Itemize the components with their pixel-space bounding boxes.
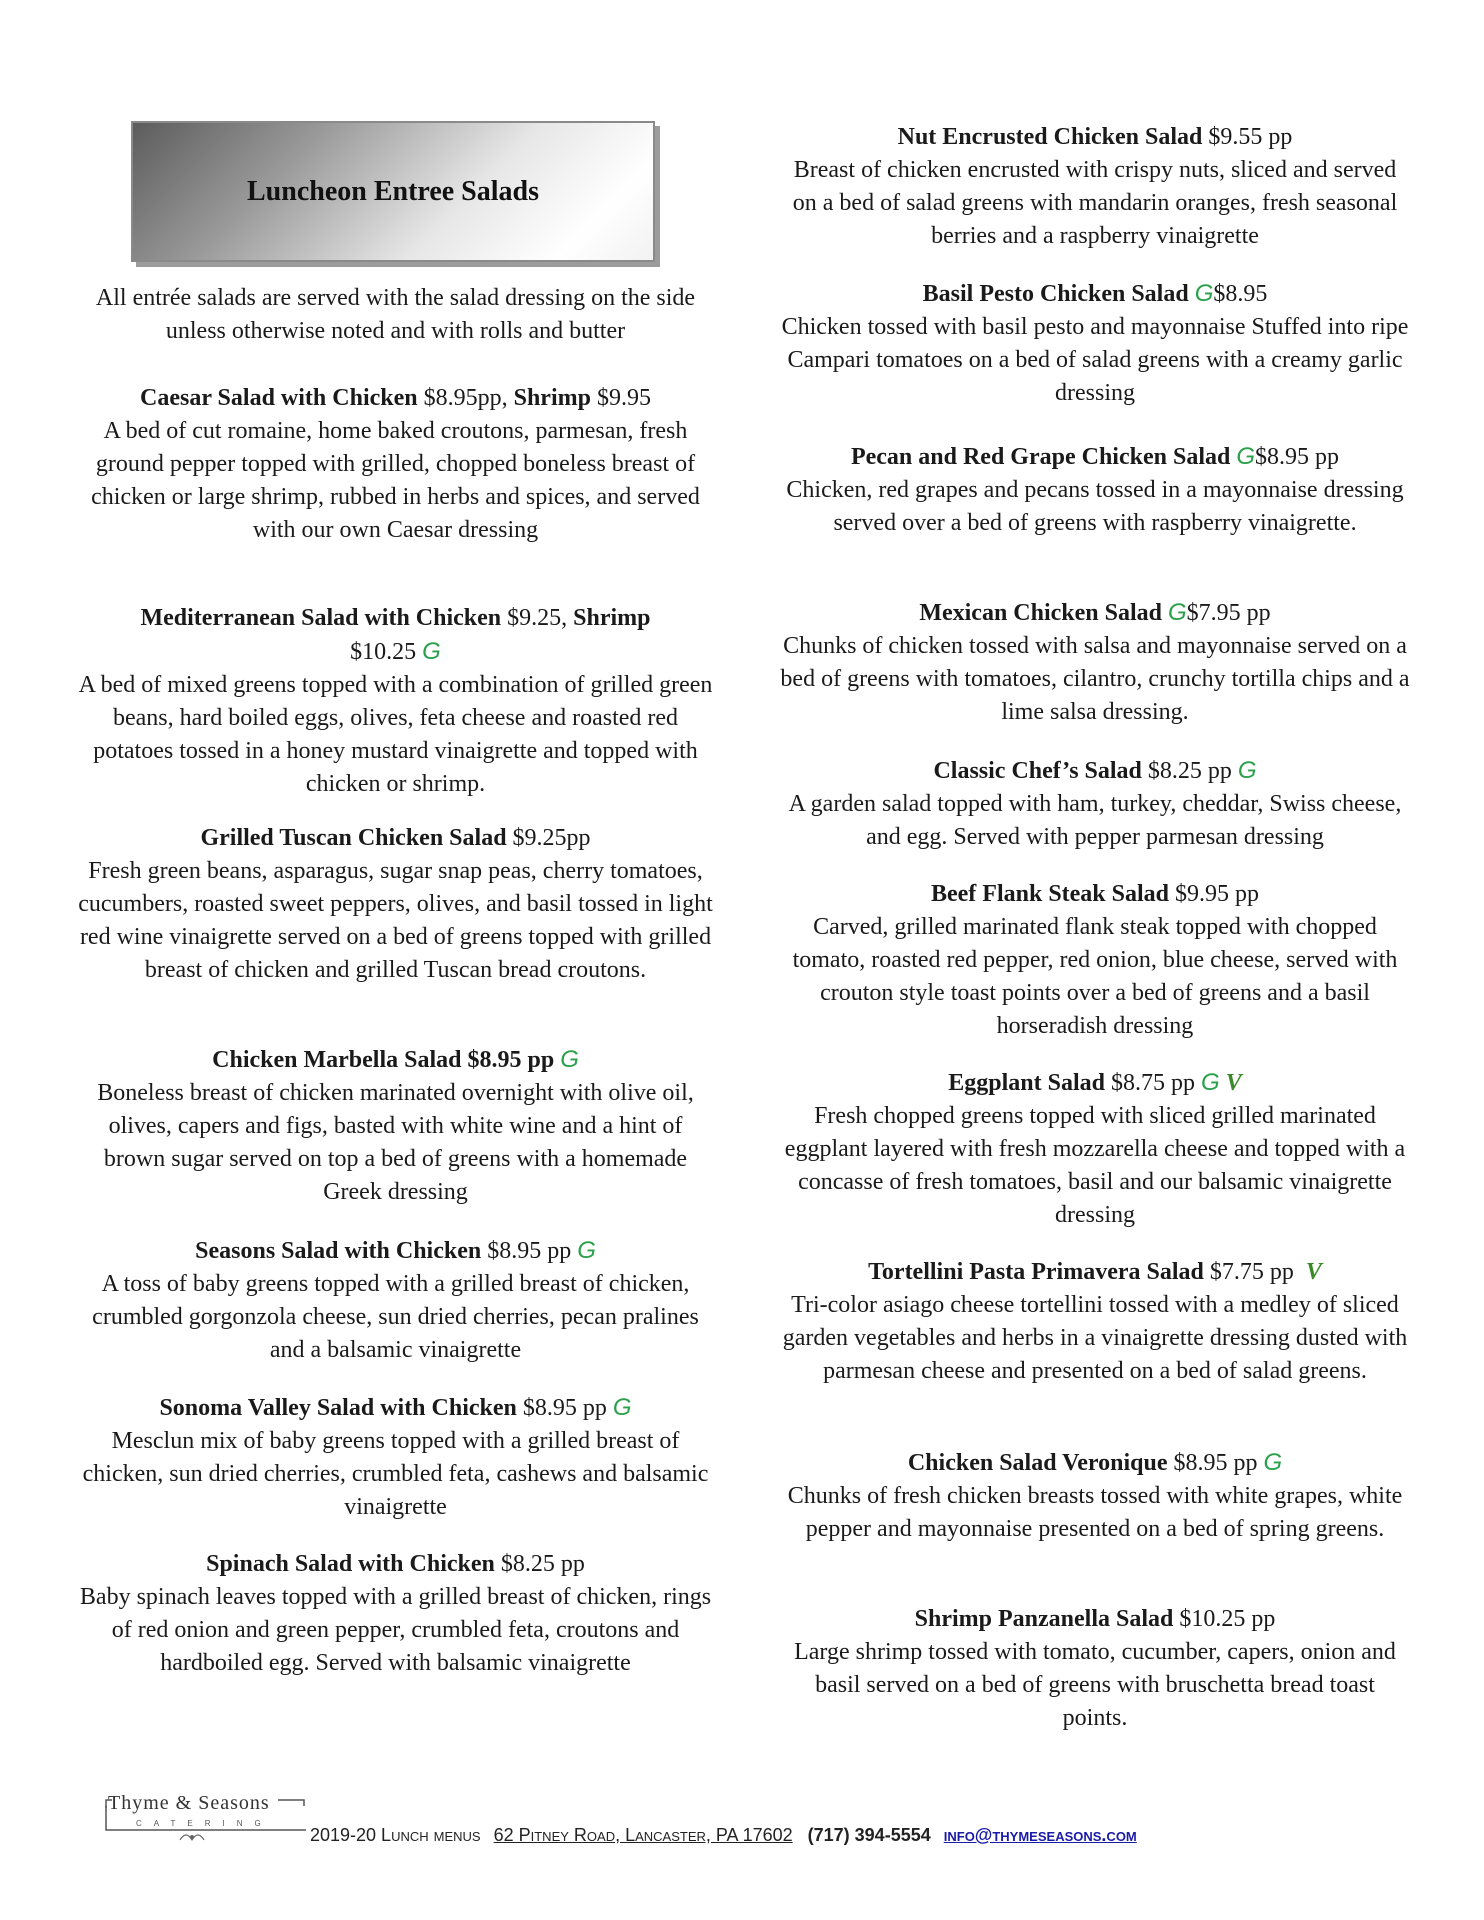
gluten-free-tag: G [422, 638, 441, 665]
menu-item-eggplant: Eggplant Salad $8.75 pp G V Fresh chopped greens topped with sliced grilled marinated eggplant layered with fresh mozzarella cheese and topped with a concasse of fresh tomatoes, basil and our balsamic vinaigrette dressing [780, 1066, 1410, 1232]
menu-item-desc: A toss of baby greens topped with a grilled breast of chicken, crumbled gorgonzola cheese, sun dried cherries, pecan pralines and a balsamic vinaigrette [92, 1271, 699, 1363]
gluten-free-tag: G [1201, 1069, 1220, 1096]
menu-item-sonoma: Sonoma Valley Salad with Chicken $8.95 pp G Mesclun mix of baby greens topped with a grilled breast of chicken, sun dried cherries, crumbled feta, cashews and balsamic vinaigrette [78, 1391, 713, 1524]
menu-item-tuscan: Grilled Tuscan Chicken Salad $9.25pp Fresh green beans, asparagus, sugar snap peas, cherry tomatoes, cucumbers, roasted sweet peppers, olives, and basil tossed in light red wine vinaigrette served on a bed of greens topped with grilled breast of chicken and grilled Tuscan bread croutons. [78, 822, 713, 987]
menu-item-desc: Mesclun mix of baby greens topped with a grilled breast of chicken, sun dried cherries, crumbled feta, cashews and balsamic vinaigrette [82, 1428, 709, 1520]
menu-item-spinach: Spinach Salad with Chicken $8.25 pp Baby spinach leaves topped with a grilled breast of chicken, rings of red onion and green pepper, crumbled feta, croutons and hardboiled egg. Served with balsamic vinaigrette [78, 1548, 713, 1680]
phone-number: (717) 394-5554 [807, 1825, 931, 1845]
menu-item-desc: Chicken tossed with basil pesto and mayonnaise Stuffed into ripe Campari tomatoes on a bed of salad greens with a creamy garlic dressing [781, 314, 1409, 406]
gluten-free-tag: G [1237, 757, 1257, 784]
menu-item-veronique: Chicken Salad Veronique $8.95 pp G Chunks of fresh chicken breasts tossed with white grapes, white pepper and mayonnaise presented on a bed of spring greens. [780, 1446, 1410, 1546]
address-link[interactable]: 62 Pitney Road, Lancaster, PA 17602 [493, 1825, 793, 1845]
menu-item-mediterranean: Mediterranean Salad with Chicken $9.25, Shrimp $10.25 G A bed of mixed greens topped with a combination of grilled green beans, hard boiled eggs, olives, feta cheese and roasted red potatoes tossed in a honey mustard vinaigrette and topped with chicken or shrimp. [78, 602, 713, 801]
menu-item-desc: Boneless breast of chicken marinated overnight with olive oil, olives, capers and figs, basted with white wine and a hint of brown sugar served on top a bed of greens with a homemade Greek dressing [97, 1080, 694, 1205]
menu-item-desc: Large shrimp tossed with tomato, cucumber, capers, onion and basil served on a bed of greens with bruschetta bread toast points. [794, 1639, 1396, 1731]
menu-item-desc: A bed of mixed greens topped with a combination of grilled green beans, hard boiled eggs, olives, feta cheese and roasted red potatoes tossed in a honey mustard vinaigrette and topped with chicken or shrimp. [78, 672, 713, 797]
menu-item-desc: Carved, grilled marinated flank steak topped with chopped tomato, roasted red pepper, red onion, blue cheese, served with crouton style toast points over a bed of greens and a basil horseradish dressing [792, 914, 1398, 1039]
vegetarian-tag: V [1305, 1259, 1322, 1285]
footer-contact-line [310, 1825, 1137, 1846]
menu-label: 2019-20 Lunch menus [310, 1825, 481, 1845]
menu-item-desc: Tri-color asiago cheese tortellini tossed with a medley of sliced garden vegetables and herbs in a vinaigrette dressing dusted with parmesan cheese and presented on a bed of salad greens. [782, 1292, 1408, 1384]
menu-item-pecan-grape: Pecan and Red Grape Chicken Salad G$8.95 pp Chicken, red grapes and pecans tossed in a mayonnaise dressing served over a bed of greens with raspberry vinaigrette. [780, 440, 1410, 540]
gluten-free-tag: G [1194, 280, 1214, 307]
gluten-free-tag: G [612, 1394, 632, 1421]
menu-item-basil-pesto: Basil Pesto Chicken Salad G$8.95 Chicken tossed with basil pesto and mayonnaise Stuffed into ripe Campari tomatoes on a bed of salad greens with a creamy garlic dressing [780, 277, 1410, 410]
menu-item-panzanella: Shrimp Panzanella Salad $10.25 pp Large shrimp tossed with tomato, cucumber, capers, onion and basil served on a bed of greens with bruschetta bread toast points. [780, 1603, 1410, 1735]
logo-name: Thyme & Seasons [108, 1792, 270, 1814]
menu-item-flank-steak: Beef Flank Steak Salad $9.95 pp Carved, grilled marinated flank steak topped with chopped tomato, roasted red pepper, red onion, blue cheese, served with crouton style toast points over a bed of greens and a basil horseradish dressing [780, 878, 1410, 1043]
email-link[interactable]: info@thymeseasons.com [943, 1825, 1137, 1845]
menu-item-marbella: Chicken Marbella Salad $8.95 pp G Boneless breast of chicken marinated overnight with olive oil, olives, capers and figs, basted with white wine and a hint of brown sugar served on top a bed of greens with a homemade Greek dressing [78, 1043, 713, 1209]
page-title: Luncheon Entree Salads [247, 175, 539, 207]
menu-item-desc: Fresh green beans, asparagus, sugar snap peas, cherry tomatoes, cucumbers, roasted sweet peppers, olives, and basil tossed in light red wine vinaigrette served on a bed of greens topped with grilled breast of chicken and grilled Tuscan bread croutons. [78, 858, 713, 983]
menu-item-seasons: Seasons Salad with Chicken $8.95 pp G A toss of baby greens topped with a grilled breast of chicken, crumbled gorgonzola cheese, sun dried cherries, pecan pralines and a balsamic vinaigrette [78, 1234, 713, 1367]
menu-item-desc: A bed of cut romaine, home baked croutons, parmesan, fresh ground pepper topped with grilled, chopped boneless breast of chicken or large shrimp, rubbed in herbs and spices, and served with our own Caesar dressing [91, 418, 700, 543]
gluten-free-tag: G [1236, 443, 1256, 470]
menu-item-mexican: Mexican Chicken Salad G$7.95 pp Chunks of chicken tossed with salsa and mayonnaise served on a bed of greens with tomatoes, cilantro, crunchy tortilla chips and a lime salsa dressing. [780, 596, 1410, 729]
gluten-free-tag: G [577, 1237, 596, 1264]
menu-item-desc: Chunks of chicken tossed with salsa and mayonnaise served on a bed of greens with tomatoes, cilantro, crunchy tortilla chips and a lime salsa dressing. [780, 633, 1410, 725]
menu-item-nut-encrusted: Nut Encrusted Chicken Salad $9.55 pp Breast of chicken encrusted with crispy nuts, sliced and served on a bed of salad greens with mandarin oranges, fresh seasonal berries and a raspberry vinaigrette [780, 121, 1410, 253]
menu-item-caesar: Caesar Salad with Chicken $8.95pp, Shrimp $9.95 A bed of cut romaine, home baked croutons, parmesan, fresh ground pepper topped with grilled, chopped boneless breast of chicken or large shrimp, rubbed in herbs and spices, and served with our own Caesar dressing [78, 382, 713, 547]
menu-item-desc: Breast of chicken encrusted with crispy nuts, sliced and served on a bed of salad greens with mandarin oranges, fresh seasonal berries and a raspberry vinaigrette [792, 157, 1398, 249]
menu-item-desc: Fresh chopped greens topped with sliced grilled marinated eggplant layered with fresh mozzarella cheese and topped with a concasse of fresh tomatoes, basil and our balsamic vinaigrette dressing [784, 1103, 1406, 1228]
intro-text: All entrée salads are served with the salad dressing on the side unless otherwise noted and with rolls and butter [95, 285, 696, 344]
vegetarian-tag: V [1225, 1070, 1242, 1096]
menu-item-desc: Chunks of fresh chicken breasts tossed with white grapes, white pepper and mayonnaise presented on a bed of spring greens. [787, 1483, 1403, 1542]
gluten-free-tag: G [560, 1046, 579, 1073]
gluten-free-tag: G [1263, 1449, 1283, 1476]
title-box [131, 121, 655, 262]
logo-subtitle: CATERING [136, 1819, 273, 1828]
menu-item-desc: A garden salad topped with ham, turkey, cheddar, Swiss cheese, and egg. Served with pepper parmesan dressing [788, 791, 1402, 850]
gluten-free-tag: G [1168, 599, 1187, 626]
company-logo [98, 1792, 308, 1848]
footer [98, 1792, 1398, 1852]
menu-item-tortellini: Tortellini Pasta Primavera Salad $7.75 pp V Tri-color asiago cheese tortellini tossed with a medley of sliced garden vegetables and herbs in a vinaigrette dressing dusted with parmesan cheese and presented on a bed of salad greens. [780, 1256, 1410, 1388]
menu-item-chefs: Classic Chef’s Salad $8.25 pp G A garden salad topped with ham, turkey, cheddar, Swiss cheese, and egg. Served with pepper parmesan dressing [780, 754, 1410, 854]
menu-item-desc: Baby spinach leaves topped with a grilled breast of chicken, rings of red onion and green pepper, crumbled feta, croutons and hardboiled egg. Served with balsamic vinaigrette [79, 1584, 712, 1676]
menu-item-desc: Chicken, red grapes and pecans tossed in a mayonnaise dressing served over a bed of greens with raspberry vinaigrette. [786, 477, 1404, 536]
